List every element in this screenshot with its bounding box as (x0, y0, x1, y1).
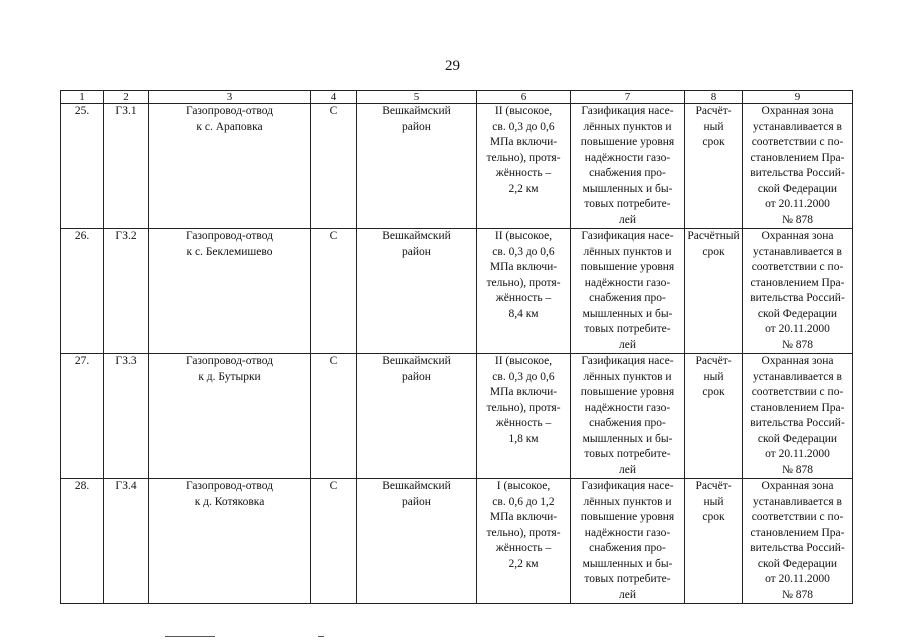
purpose-line: снабжения про- (589, 167, 666, 179)
row-number-cell: 28. (61, 479, 104, 604)
protection-zone-line: соответствии с по- (751, 386, 844, 398)
purpose-line: лённых пунктов и (583, 120, 672, 133)
pipeline-parameters-cell (477, 229, 571, 354)
implementation-term-cell (685, 479, 743, 604)
pipeline-parameters-line: II (высокое, (494, 105, 553, 117)
row-number-cell: 26. (61, 229, 104, 354)
district-line: Вешкаймский (382, 105, 451, 117)
protection-zone-line: Охранная зона (761, 105, 834, 117)
purpose-line: лённых пунктов и (583, 370, 672, 383)
category-cell: С (311, 354, 357, 479)
implementation-term-line: ный (703, 495, 724, 508)
purpose-line: надёжности газо- (584, 401, 671, 414)
implementation-term-line: срок (702, 511, 725, 523)
protection-zone-line: становлением Пра- (750, 276, 845, 289)
purpose-line: мышленных и бы- (582, 557, 673, 570)
protection-zone-line: от 20.11.2000 (765, 323, 830, 335)
implementation-term-line: срок (702, 136, 725, 148)
column-header: 1 (61, 91, 104, 104)
protection-zone-line: вительства Россий- (750, 417, 845, 429)
protection-zone-line: соответствии с по- (751, 136, 844, 148)
protection-zone-cell (743, 229, 853, 354)
purpose-cell (571, 354, 685, 479)
protection-zone-line: № 878 (781, 338, 814, 351)
object-name-cell (149, 354, 311, 479)
pipeline-parameters-line: жённость – (495, 542, 552, 554)
implementation-term-cell (685, 354, 743, 479)
object-code-cell: ГЗ.4 (104, 479, 149, 604)
implementation-term-line: ный (703, 370, 724, 383)
object-code-cell: ГЗ.3 (104, 354, 149, 479)
purpose-line: снабжения про- (589, 417, 666, 429)
protection-zone-line: устанавливается в (753, 245, 842, 258)
purpose-line: снабжения про- (589, 292, 666, 304)
header-row (61, 91, 853, 104)
column-header: 4 (311, 91, 357, 104)
pipeline-parameters-line: тельно), протя- (486, 401, 561, 414)
object-name-cell (149, 479, 311, 604)
protection-zone-line: вительства Россий- (750, 542, 845, 554)
purpose-line: Газификация насе- (581, 230, 674, 242)
object-name-line: Газопровод-отвод (185, 105, 274, 117)
purpose-line: мышленных и бы- (582, 432, 673, 445)
protection-zone-line: № 878 (781, 588, 814, 601)
pipeline-parameters-cell (477, 354, 571, 479)
column-header: 3 (149, 91, 311, 104)
implementation-term-line: Расчёт- (695, 355, 732, 367)
purpose-cell (571, 479, 685, 604)
district-cell (357, 104, 477, 229)
purpose-line: лей (619, 213, 636, 226)
protection-zone-cell (743, 104, 853, 229)
purpose-line: товых потребите- (584, 198, 671, 210)
purpose-line: мышленных и бы- (582, 182, 673, 195)
object-name-line: к с. Беклемишево (186, 245, 273, 258)
purpose-line: товых потребите- (584, 448, 671, 460)
purpose-line: надёжности газо- (584, 151, 671, 164)
purpose-line: повышение уровня (580, 386, 675, 398)
purpose-line: Газификация насе- (581, 480, 674, 492)
pipeline-parameters-line: МПа включи- (489, 511, 558, 523)
scan-mark (318, 636, 324, 637)
pipeline-parameters-line: жённость – (495, 292, 552, 304)
implementation-term-line: Расчётный (687, 230, 740, 242)
protection-zone-line: ской Федерации (757, 557, 838, 570)
protection-zone-line: вительства Россий- (750, 167, 845, 179)
pipeline-parameters-line: II (высокое, (494, 355, 553, 367)
purpose-line: снабжения про- (589, 542, 666, 554)
column-header: 8 (685, 91, 743, 104)
object-name-cell (149, 104, 311, 229)
implementation-term-line: ный (703, 120, 724, 133)
protection-zone-line: становлением Пра- (750, 401, 845, 414)
purpose-line: лённых пунктов и (583, 245, 672, 258)
protection-zone-line: становлением Пра- (750, 526, 845, 539)
pipeline-parameters-line: МПа включи- (489, 136, 558, 148)
pipeline-parameters-line: св. 0,3 до 0,6 (492, 120, 555, 133)
protection-zone-line: от 20.11.2000 (765, 198, 830, 210)
pipeline-parameters-line: 2,2 км (508, 182, 539, 195)
district-line: район (402, 120, 431, 133)
column-header: 9 (743, 91, 853, 104)
column-header: 5 (357, 91, 477, 104)
pipeline-parameters-line: св. 0,3 до 0,6 (492, 370, 555, 383)
purpose-line: лённых пунктов и (583, 495, 672, 508)
district-cell (357, 229, 477, 354)
purpose-line: мышленных и бы- (582, 307, 673, 320)
page-number: 29 (445, 58, 460, 74)
object-code-cell: ГЗ.1 (104, 104, 149, 229)
pipeline-parameters-line: тельно), протя- (486, 151, 561, 164)
protection-zone-line: Охранная зона (761, 480, 834, 492)
implementation-term-line: Расчёт- (695, 105, 732, 117)
protection-zone-cell (743, 479, 853, 604)
district-line: район (402, 245, 431, 258)
purpose-line: повышение уровня (580, 136, 675, 148)
pipeline-parameters-line: I (высокое, (496, 480, 551, 492)
pipeline-parameters-line: 1,8 км (508, 432, 539, 445)
pipeline-parameters-line: II (высокое, (494, 230, 553, 242)
pipeline-parameters-line: тельно), протя- (486, 526, 561, 539)
protection-zone-line: становлением Пра- (750, 151, 845, 164)
district-line: Вешкаймский (382, 480, 451, 492)
pipeline-parameters-line: св. 0,3 до 0,6 (492, 245, 555, 258)
object-name-line: Газопровод-отвод (185, 480, 274, 492)
protection-zone-line: устанавливается в (753, 120, 842, 133)
table-row (61, 354, 853, 479)
protection-zone-line: от 20.11.2000 (765, 573, 830, 585)
table-row (61, 104, 853, 229)
column-header: 7 (571, 91, 685, 104)
row-number-cell: 25. (61, 104, 104, 229)
pipeline-parameters-line: МПа включи- (489, 261, 558, 273)
object-name-line: Газопровод-отвод (185, 355, 274, 367)
protection-zone-line: ской Федерации (757, 307, 838, 320)
pipeline-parameters-cell (477, 104, 571, 229)
implementation-term-line: срок (702, 245, 725, 258)
purpose-line: Газификация насе- (581, 105, 674, 117)
implementation-term-line: срок (702, 386, 725, 398)
purpose-line: повышение уровня (580, 511, 675, 523)
object-name-cell (149, 229, 311, 354)
purpose-line: надёжности газо- (584, 276, 671, 289)
row-number-cell: 27. (61, 354, 104, 479)
district-line: район (402, 495, 431, 508)
purpose-line: надёжности газо- (584, 526, 671, 539)
protection-zone-line: Охранная зона (761, 230, 834, 242)
gas-pipeline-table (60, 90, 853, 604)
protection-zone-line: от 20.11.2000 (765, 448, 830, 460)
object-name-line: к д. Бутырки (198, 370, 261, 383)
object-code-cell: ГЗ.2 (104, 229, 149, 354)
district-cell (357, 479, 477, 604)
purpose-line: повышение уровня (580, 261, 675, 273)
protection-zone-line: соответствии с по- (751, 261, 844, 273)
protection-zone-line: устанавливается в (753, 495, 842, 508)
category-cell: С (311, 229, 357, 354)
purpose-line: Газификация насе- (581, 355, 674, 367)
district-line: Вешкаймский (382, 355, 451, 367)
pipeline-parameters-line: 2,2 км (508, 557, 539, 570)
protection-zone-line: № 878 (781, 213, 814, 226)
pipeline-parameters-line: св. 0,6 до 1,2 (492, 495, 555, 508)
pipeline-parameters-cell (477, 479, 571, 604)
protection-zone-line: устанавливается в (753, 370, 842, 383)
purpose-cell (571, 229, 685, 354)
district-cell (357, 354, 477, 479)
column-header: 2 (104, 91, 149, 104)
object-name-line: Газопровод-отвод (185, 230, 274, 242)
scan-mark (165, 636, 215, 637)
purpose-line: товых потребите- (584, 573, 671, 585)
purpose-line: лей (619, 463, 636, 476)
purpose-line: лей (619, 588, 636, 601)
pipeline-parameters-line: жённость – (495, 167, 552, 179)
protection-zone-line: Охранная зона (761, 355, 834, 367)
category-cell: С (311, 479, 357, 604)
purpose-line: лей (619, 338, 636, 351)
implementation-term-cell (685, 104, 743, 229)
category-cell: С (311, 104, 357, 229)
column-header: 6 (477, 91, 571, 104)
purpose-cell (571, 104, 685, 229)
district-line: район (402, 370, 431, 383)
pipeline-parameters-line: жённость – (495, 417, 552, 429)
object-name-line: к с. Араповка (196, 120, 263, 133)
pipeline-parameters-line: МПа включи- (489, 386, 558, 398)
protection-zone-line: вительства Россий- (750, 292, 845, 304)
district-line: Вешкаймский (382, 230, 451, 242)
pipeline-parameters-line: тельно), протя- (486, 276, 561, 289)
implementation-term-cell (685, 229, 743, 354)
protection-zone-cell (743, 354, 853, 479)
implementation-term-line: Расчёт- (695, 480, 732, 492)
pipeline-parameters-line: 8,4 км (508, 307, 539, 320)
object-name-line: к д. Котяковка (194, 495, 265, 508)
protection-zone-line: соответствии с по- (751, 511, 844, 523)
table-row (61, 229, 853, 354)
protection-zone-line: № 878 (781, 463, 814, 476)
protection-zone-line: ской Федерации (757, 432, 838, 445)
purpose-line: товых потребите- (584, 323, 671, 335)
table-row (61, 479, 853, 604)
protection-zone-line: ской Федерации (757, 182, 838, 195)
